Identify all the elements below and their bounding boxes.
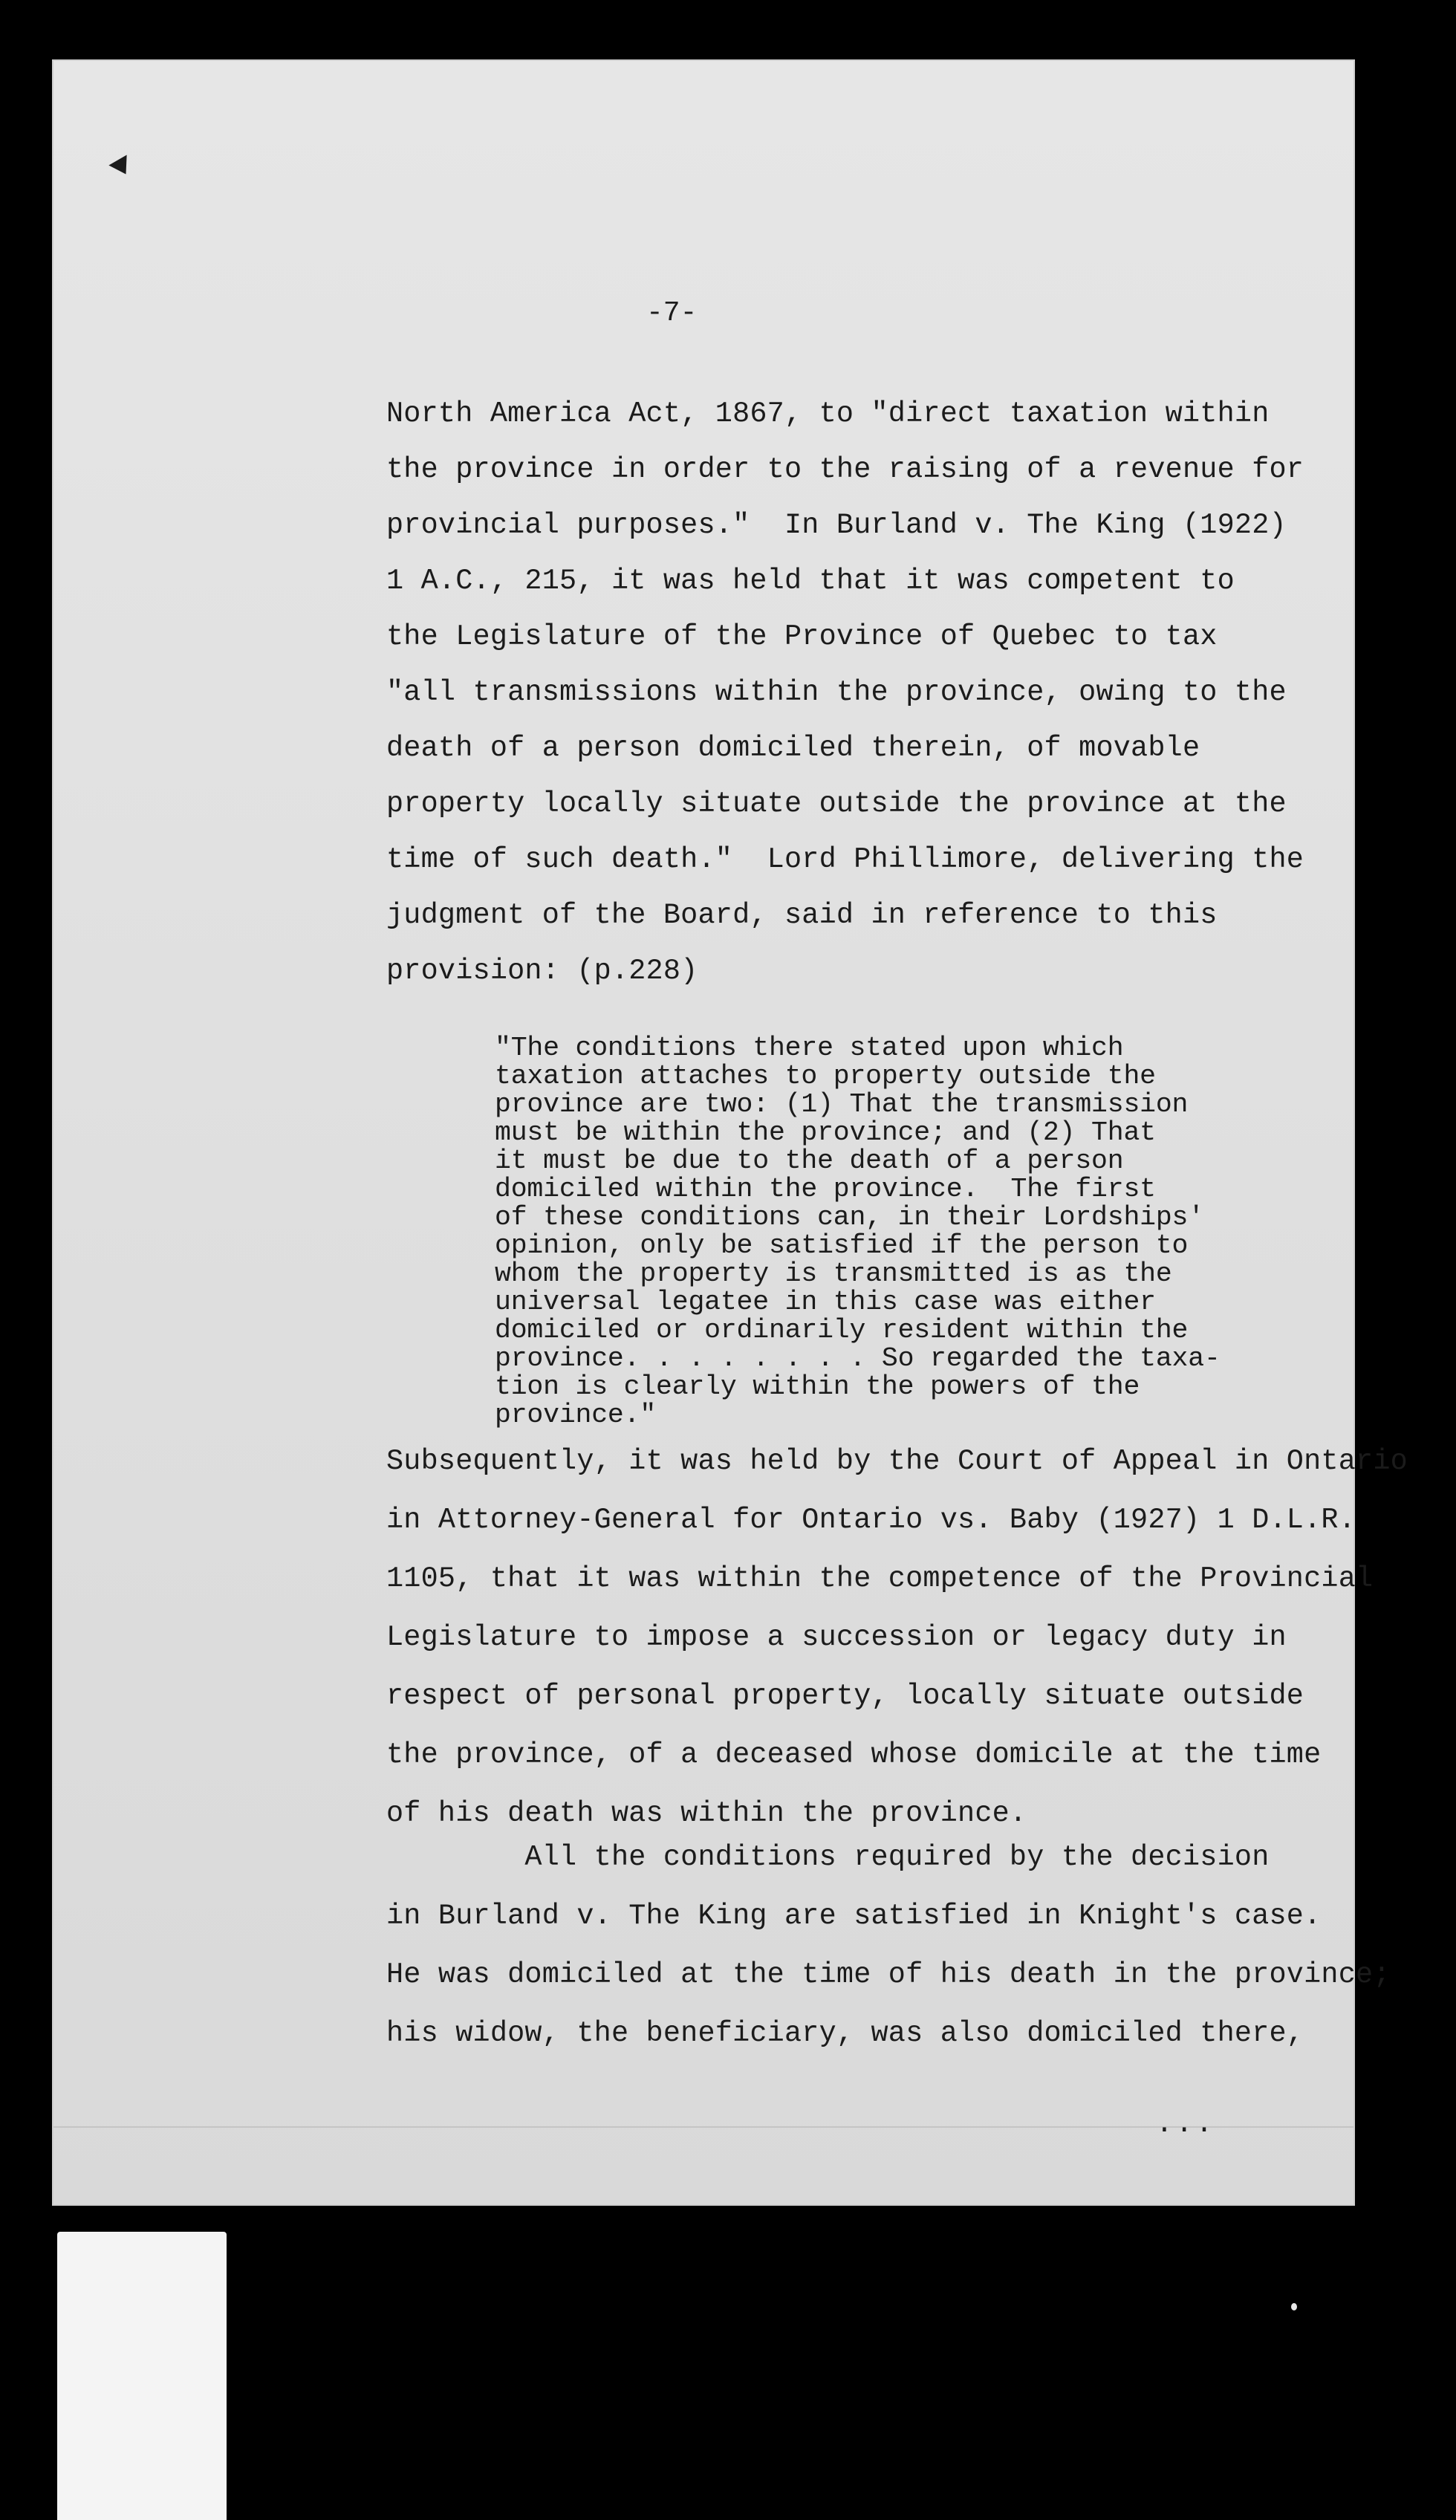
quote-line: whom the property is transmitted is as the: [495, 1259, 1172, 1289]
text-line: North America Act, 1867, to "direct taxation within: [386, 397, 1270, 430]
quote-line: taxation attaches to property outside the: [495, 1061, 1156, 1091]
text-line: his widow, the beneficiary, was also domiciled there,: [386, 2017, 1304, 2050]
text-line: 1105, that it was within the competence of the Provincial: [386, 1562, 1374, 1595]
quote-line: province. . . . . . . . So regarded the taxa-: [495, 1343, 1221, 1374]
text-line: judgment of the Board, said in reference to this: [386, 899, 1218, 932]
text-line: 1 A.C., 215, it was held that it was competent to: [386, 565, 1235, 597]
quote-line: province are two: (1) That the transmission: [495, 1089, 1189, 1120]
paper-tab: [57, 2232, 227, 2520]
text-line: provision: (p.228): [386, 955, 698, 987]
quote-line: universal legatee in this case was either: [495, 1287, 1156, 1317]
quote-line: must be within the province; and (2) That: [495, 1117, 1156, 1148]
quote-line: of these conditions can, in their Lordships': [495, 1202, 1204, 1233]
quote-line: it must be due to the death of a person: [495, 1146, 1124, 1176]
text-line: respect of personal property, locally situate outside: [386, 1680, 1304, 1712]
text-line: All the conditions required by the decision: [386, 1841, 1270, 1874]
text-line: of his death was within the province.: [386, 1797, 1027, 1830]
quote-line: domiciled or ordinarily resident within the: [495, 1315, 1189, 1345]
text-line: the Legislature of the Province of Quebec to tax: [386, 620, 1218, 653]
text-line: property locally situate outside the province at the: [386, 788, 1287, 820]
text-line: death of a person domiciled therein, of movable: [386, 732, 1200, 764]
quote-line: opinion, only be satisfied if the person to: [495, 1230, 1189, 1261]
text-line: time of such death." Lord Phillimore, delivering the: [386, 843, 1304, 876]
text-line: the province in order to the raising of a revenue for: [386, 453, 1304, 486]
text-line: provincial purposes." In Burland v. The King (1922): [386, 509, 1287, 542]
scan-speck: [1291, 2303, 1297, 2310]
quote-line: province.": [495, 1400, 657, 1430]
text-line: "all transmissions within the province, owing to the: [386, 676, 1287, 709]
quote-line: domiciled within the province. The first: [495, 1174, 1156, 1204]
quote-line: "The conditions there stated upon which: [495, 1033, 1124, 1063]
quote-line: tion is clearly within the powers of the: [495, 1371, 1140, 1402]
text-line: He was domiciled at the time of his death in the province;: [386, 1958, 1391, 1991]
text-line: Legislature to impose a succession or legacy duty in: [386, 1621, 1287, 1654]
text-line: the province, of a deceased whose domicile at the time: [386, 1738, 1322, 1771]
page-number: -7-: [646, 297, 698, 329]
text-line: in Attorney-General for Ontario vs. Baby (1927) 1 D.L.R.: [386, 1504, 1356, 1536]
continuation-marker: ...: [1156, 2108, 1216, 2140]
text-line: in Burland v. The King are satisfied in Knight's case.: [386, 1900, 1322, 1932]
text-line: Subsequently, it was held by the Court of Appeal in Ontario: [386, 1445, 1408, 1478]
